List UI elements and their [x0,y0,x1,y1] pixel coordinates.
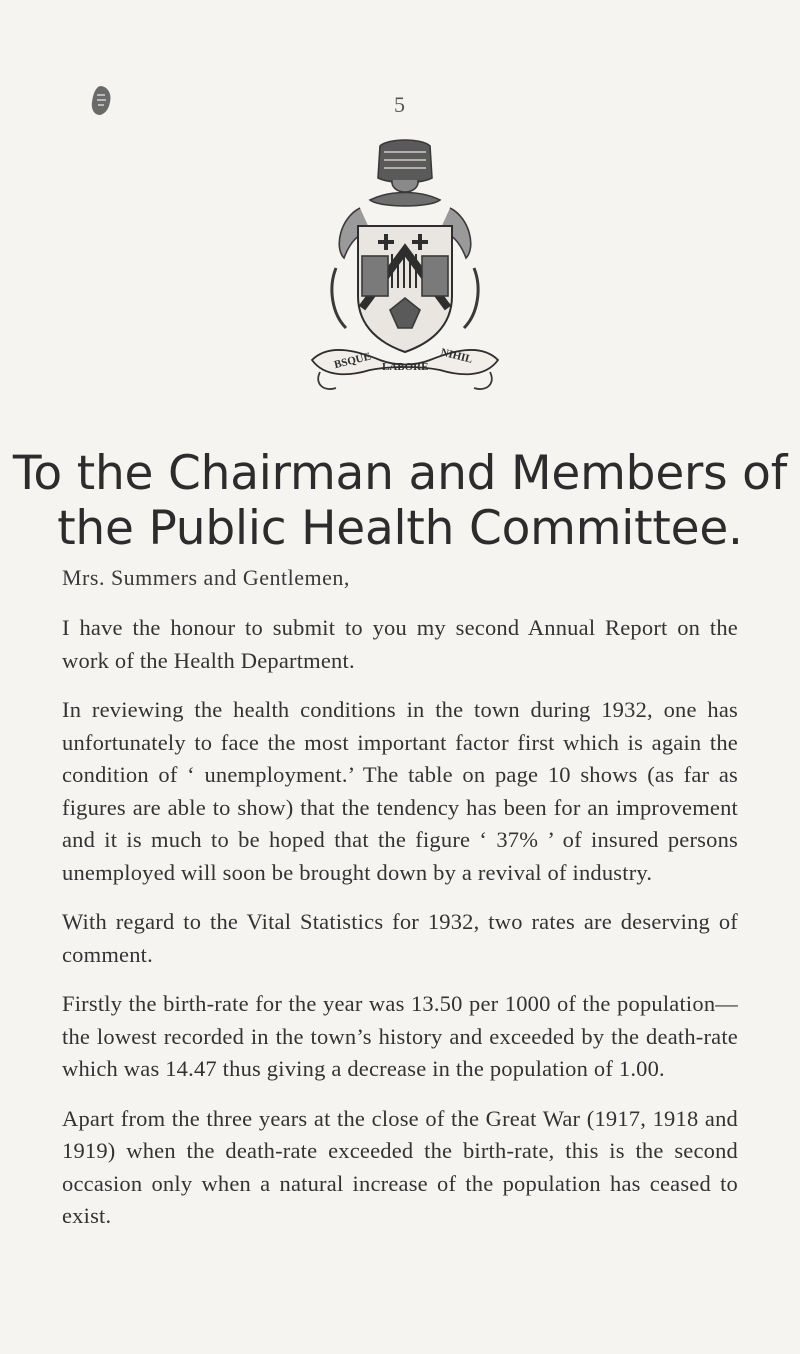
borough-coat-of-arms [300,138,510,396]
paragraph: Firstly the birth-rate for the year was 13.50 per 1000 of the population—the lowest recorded in the town’s history and exceeded by the death-rate which was 14.47 thus giving a decrease in the population of 1.00. [62,991,738,1081]
paragraph: I have the honour to submit to you my second Annual Report on the work of the Health Department. [62,615,738,673]
salutation: Mrs. Summers and Gentlemen, [62,565,350,590]
page-number: 5 [394,92,406,117]
motto-left: BSQUE [332,350,373,372]
paragraph: Apart from the three years at the close of the Great War (1917, 1918 and 1919) when the death-rate exceeded the birth-rate, this is the second occasion only when a natural increase of the population has ceased to exist. [62,1105,738,1228]
motto-center: LABORE [382,361,429,373]
motto-right: NIHIL [439,346,474,366]
letter-body [62,612,738,1250]
ink-blot-mark [88,84,114,118]
heading-line-1: To the Chairman and Members of [12,446,788,501]
heading-line-2: the Public Health Committee. [57,501,743,556]
paragraph: In reviewing the health conditions in the town during 1932, one has unfortunately to face the most important factor first which is again the condition of ‘ unemployment.’ The table on page 10 shows (as far as figures are able to show) that the tendency has been for an improvement and it is much to be hoped that the figure ‘ 37% ’ of insured persons unemployed will soon be brought down by a revival of industry. [62,697,738,885]
paragraph: With regard to the Vital Statistics for 1932, two rates are deserving of comment. [62,909,738,967]
